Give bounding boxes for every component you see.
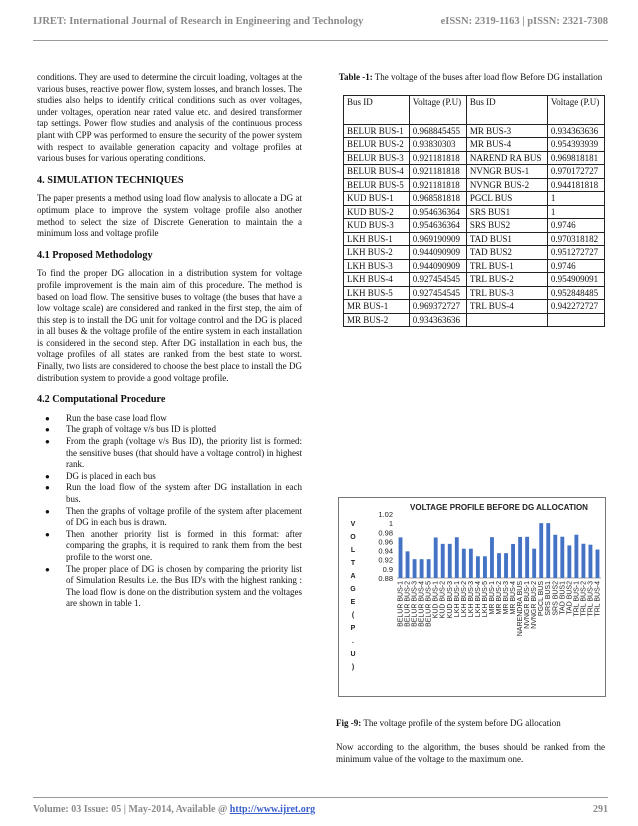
chart-bar <box>434 538 438 578</box>
table-cell: 0.970172727 <box>547 165 604 179</box>
table-cell: BELUR BUS-4 <box>344 165 410 179</box>
table-cell: 0.921181818 <box>409 165 466 179</box>
y-axis-label-letter: O <box>350 534 356 541</box>
list-item-text: The graph of voltage v/s bus ID is plotted <box>66 424 216 435</box>
header-divider <box>33 40 608 41</box>
table-cell: 0.927454545 <box>409 273 466 287</box>
list-item <box>37 424 302 436</box>
section-4-paragraph: The paper presents a method using load flow analysis to allocate a DG at optimum place to improve the system voltage profile also another method to select the size of Discrete Generation to maintain the a minimum loss and voltage profile <box>37 193 302 239</box>
table-cell: 0.952848485 <box>547 286 604 300</box>
footer-volume: Volume: 03 Issue: 05 | May-2014, Available @ <box>33 804 230 815</box>
table-cell: NAREND RA BUS <box>466 151 547 165</box>
list-item-text: Run the base case load flow <box>66 412 167 423</box>
bullet-icon: ● <box>45 564 50 574</box>
section-4-2-title: 4.2 Computational Procedure <box>37 394 166 406</box>
table-caption-text: The voltage of the buses after load flow Before DG installation <box>372 72 603 82</box>
figure-caption-label: Fig -9: <box>336 718 362 728</box>
right-column <box>336 72 605 327</box>
table-row <box>344 286 605 300</box>
section-4-title: 4. SIMULATION TECHNIQUES <box>37 174 184 186</box>
x-tick-label: TAD BUS1 <box>559 581 567 615</box>
table-cell: TAD BUS1 <box>466 232 547 246</box>
list-item-text: Then the graphs of voltage profile of the system after placement of DG in each bus is drawn. <box>66 505 302 528</box>
x-tick-label: LKH BUS-1 <box>453 581 461 618</box>
table-cell: 0.944090909 <box>409 246 466 260</box>
table-cell: PGCL BUS <box>466 192 547 206</box>
chart-bar <box>532 549 536 578</box>
y-tick-label: 1 <box>388 519 393 529</box>
chart-bar <box>483 556 487 578</box>
table-cell: 0.954636364 <box>409 219 466 233</box>
x-tick-label: BELUR BUS-3 <box>411 581 419 627</box>
chart-bar <box>581 544 585 578</box>
table-caption-label: Table -1: <box>338 72 373 82</box>
ranking-paragraph: Now according to the algorithm, the buses should be ranked from the minimum value of the voltage to the maximum one. <box>336 742 605 764</box>
x-tick-label: MR BUS-1 <box>488 581 496 615</box>
table-cell: SRS BUS1 <box>466 205 547 219</box>
list-item <box>37 564 302 610</box>
table-row <box>344 313 605 327</box>
header-bus-id-1: Bus ID <box>344 95 410 124</box>
list-item <box>37 529 302 564</box>
bullet-icon: ● <box>45 413 50 423</box>
voltage-profile-chart <box>338 497 606 697</box>
header-voltage-1: Voltage (P.U) <box>409 95 466 124</box>
x-tick-label: BELUR BUS-4 <box>418 581 426 627</box>
x-tick-label: TRL BUS-4 <box>594 581 602 617</box>
table-cell: 0.944090909 <box>409 259 466 273</box>
table-cell: 0.93830303 <box>409 138 466 152</box>
x-tick-label: KUD BUS-2 <box>439 581 447 619</box>
y-tick-label: 0.96 <box>378 537 393 547</box>
table-cell: 0.942272727 <box>547 300 604 314</box>
chart-bar <box>399 537 403 578</box>
chart-title: VOLTAGE PROFILE BEFORE DG ALLOCATION <box>410 503 588 512</box>
bus-voltage-table <box>343 95 605 328</box>
table-cell: NVNGR BUS-2 <box>466 178 547 192</box>
chart-bar <box>589 545 593 578</box>
y-axis-label-letter: ( <box>351 612 355 619</box>
journal-link[interactable]: http://www.ijret.org <box>229 804 316 815</box>
bullet-icon: ● <box>45 471 50 481</box>
y-tick-label: 0.98 <box>378 528 393 538</box>
table-cell: 0.969372727 <box>409 300 466 314</box>
table-row <box>344 273 605 287</box>
header-bus-id-2: Bus ID <box>466 95 547 124</box>
section-4-1-paragraph: To find the proper DG allocation in a distribution system for voltage profile improvement is the main aim of this procedure. The method is based on load flow. The sensitive buses to voltage (the buses that have a low voltage scale) are considered and ranked in the first step, the aim of this step is to install the DG unit for voltage control and the DG is placed in all buses & the voltage profile of the entire system in each installation is considered in the second step. After DG installation in each bus, the voltage profiles of all states are ranked from the best state to worst. Finally, two lists are considered to choose the best place to install the DG distribution system to provide a good voltage profile. <box>37 268 302 383</box>
chart-bar <box>462 549 466 578</box>
x-tick-label: LKH BUS-5 <box>481 581 489 618</box>
table-caption <box>336 72 605 84</box>
chart-bar <box>539 523 543 578</box>
table-cell: 1 <box>547 205 604 219</box>
table-cell: SRS BUS2 <box>466 219 547 233</box>
table-row <box>344 300 605 314</box>
table-cell: MR BUS-2 <box>344 313 410 327</box>
table-cell: KUD BUS-3 <box>344 219 410 233</box>
chart-bar <box>441 544 445 578</box>
x-tick-label: BELUR BUS-2 <box>404 581 412 627</box>
y-axis-label-letter: E <box>350 599 356 606</box>
chart-bar <box>518 537 522 578</box>
table-row <box>344 151 605 165</box>
bullet-icon: ● <box>45 506 50 516</box>
table-cell: MR BUS-3 <box>466 124 547 138</box>
table-cell: 0.934363636 <box>547 124 604 138</box>
y-axis-label-letter: V <box>350 521 356 528</box>
x-tick-label: MR BUS-2 <box>496 581 503 615</box>
table-cell: 0.921181818 <box>409 151 466 165</box>
x-tick-label: KUD BUS-1 <box>432 581 440 619</box>
x-tick-label: LKH BUS-4 <box>474 581 482 618</box>
table-cell: 1 <box>547 192 604 206</box>
x-tick-label: PGCL BUS <box>538 581 546 617</box>
chart-bar <box>511 544 515 578</box>
x-tick-label: NARENDRA BUS <box>517 581 525 637</box>
running-header <box>33 16 608 30</box>
table-cell: LKH BUS-2 <box>344 246 410 260</box>
chart-bar <box>497 553 501 578</box>
x-tick-label: SRS BUS1 <box>545 581 553 616</box>
x-tick-label: NVNGR BUS-1 <box>524 581 532 629</box>
x-tick-label: LKH BUS-2 <box>460 581 468 618</box>
table-cell: BELUR BUS-3 <box>344 151 410 165</box>
x-tick-label: TRL BUS-1 <box>573 581 581 617</box>
x-tick-label: TAD BUS2 <box>566 581 574 615</box>
x-tick-label: BELUR BUS-5 <box>425 581 433 627</box>
y-axis-label-letter: G <box>350 586 356 593</box>
table-cell: KUD BUS-2 <box>344 205 410 219</box>
chart-bar <box>406 551 410 578</box>
table-row <box>344 259 605 273</box>
table-row <box>344 232 605 246</box>
table-cell: BELUR BUS-1 <box>344 124 410 138</box>
x-tick-label: LKH BUS-3 <box>467 581 475 618</box>
bullet-icon: ● <box>45 425 50 435</box>
table-body <box>344 124 605 327</box>
chart-bar <box>490 537 494 578</box>
list-item <box>37 506 302 529</box>
y-axis-label-letter: U <box>350 651 356 658</box>
table-cell: LKH BUS-3 <box>344 259 410 273</box>
table-row <box>344 246 605 260</box>
table-cell: 0.969190909 <box>409 232 466 246</box>
list-item-text: From the graph (voltage v/s Bus ID), the priority list is formed: the sensitive buses (that should have a voltage control) in highest rank. <box>66 436 302 470</box>
table-cell: 0.970318182 <box>547 232 604 246</box>
table-cell: TRL BUS-3 <box>466 286 547 300</box>
list-item <box>37 471 302 483</box>
chart-bar <box>560 537 564 578</box>
table-cell: TRL BUS-4 <box>466 300 547 314</box>
bullet-icon: ● <box>45 437 50 447</box>
y-axis-label-letter: A <box>350 573 356 580</box>
page-number: 291 <box>593 804 608 815</box>
x-tick-label: SRS BUS2 <box>552 581 560 616</box>
list-item-text: Run the load flow of the system after DG installation in each bus. <box>66 482 302 504</box>
table-cell: LKH BUS-4 <box>344 273 410 287</box>
list-item <box>37 482 302 505</box>
table-cell: 0.969818181 <box>547 151 604 165</box>
procedure-list <box>37 413 302 610</box>
table-cell: 0.951272727 <box>547 246 604 260</box>
table-cell: MR BUS-1 <box>344 300 410 314</box>
y-tick-label: 0.92 <box>378 555 393 565</box>
chart-bar <box>553 535 557 578</box>
issn: eISSN: 2319-1163 | pISSN: 2321-7308 <box>440 16 608 27</box>
chart-svg <box>339 498 605 696</box>
footer-divider <box>33 797 608 798</box>
table-cell: LKH BUS-5 <box>344 286 410 300</box>
chart-bar <box>504 553 508 578</box>
table-cell: LKH BUS-1 <box>344 232 410 246</box>
table-row <box>344 165 605 179</box>
table-cell: 0.954909091 <box>547 273 604 287</box>
table-cell: TRL BUS-1 <box>466 259 547 273</box>
running-footer <box>33 804 608 815</box>
y-tick-label: 1.02 <box>378 510 393 519</box>
table-row <box>344 178 605 192</box>
x-tick-label: MR BUS-3 <box>503 581 511 615</box>
table-cell: 0.9746 <box>547 219 604 233</box>
y-tick-label: 0.9 <box>382 564 393 574</box>
list-item-text: DG is placed in each bus <box>66 470 156 481</box>
chart-bar <box>546 523 550 578</box>
chart-bar <box>455 537 459 578</box>
figure-caption <box>336 718 605 728</box>
list-item <box>37 413 302 425</box>
table-cell: 0.927454545 <box>409 286 466 300</box>
table-cell: 0.954636364 <box>409 205 466 219</box>
table-cell: 0.968845455 <box>409 124 466 138</box>
chart-bar <box>469 549 473 578</box>
x-tick-label: KUD BUS-3 <box>446 581 454 619</box>
table-cell: BELUR BUS-5 <box>344 178 410 192</box>
table-cell: MR BUS-4 <box>466 138 547 152</box>
list-item-text: The proper place of DG is chosen by comparing the priority list of Simulation Results i.e. the Bus ID's with the highest ranking : The load flow is done on the distribution system and the voltages are shown in table 1. <box>66 563 302 609</box>
chart-bar <box>596 550 600 578</box>
table-cell <box>466 313 547 327</box>
y-axis-label-letter: . <box>352 638 354 645</box>
table-cell: 0.968581818 <box>409 192 466 206</box>
table-row <box>344 138 605 152</box>
table-cell: 0.944181818 <box>547 178 604 192</box>
x-tick-label: TRL BUS-2 <box>580 581 588 617</box>
x-tick-label: BELUR BUS-1 <box>397 581 405 627</box>
table-cell: TRL BUS-2 <box>466 273 547 287</box>
table-cell: KUD BUS-1 <box>344 192 410 206</box>
table-header-row <box>344 95 605 124</box>
y-tick-label: 0.88 <box>378 574 393 583</box>
table-cell: NVNGR BUS-1 <box>466 165 547 179</box>
table-cell: 0.954393939 <box>547 138 604 152</box>
header-voltage-2: Voltage (P.U) <box>547 95 604 124</box>
table-cell: 0.934363636 <box>409 313 466 327</box>
left-column <box>37 72 302 610</box>
figure-caption-text: The voltage profile of the system before DG allocation <box>361 718 561 728</box>
chart-bar <box>420 559 424 578</box>
table-cell: 0.921181818 <box>409 178 466 192</box>
y-tick-label: 0.94 <box>378 546 393 556</box>
table-row <box>344 124 605 138</box>
table-cell: 0.9746 <box>547 259 604 273</box>
x-tick-label: TRL BUS-3 <box>587 581 595 617</box>
table-row <box>344 205 605 219</box>
x-tick-label: NVNGR BUS-2 <box>531 581 539 629</box>
chart-bar <box>448 544 452 578</box>
list-item-text: Then another priority list is formed in this format: after comparing the graphs, it is required to rank them from the best profile to the worst one. <box>66 528 302 562</box>
chart-bar <box>574 535 578 578</box>
table-cell: BELUR BUS-2 <box>344 138 410 152</box>
chart-bar <box>525 537 529 578</box>
section-4-1-title: 4.1 Proposed Methodology <box>37 249 153 261</box>
y-axis-label-letter: ) <box>351 664 355 671</box>
list-item <box>37 436 302 471</box>
y-axis-label-letter: L <box>350 547 356 554</box>
table-cell: TAD BUS2 <box>466 246 547 260</box>
table-row <box>344 219 605 233</box>
table-row <box>344 192 605 206</box>
table-cell <box>547 313 604 327</box>
intro-paragraph: conditions. They are used to determine the circuit loading, voltages at the various buses, reactive power flow, system losses, and branch losses. The studies also helps to identify critical conditions such as over voltages, under voltages, operation near rated value etc. and desired transformer tap settings. Power flow studies and analysis of the continuous process plant with CPP was performed to ensure the security of the power system with respect to available generation capacity and voltage profiles at various buses for various operating conditions. <box>37 72 302 164</box>
chart-bar <box>567 545 571 578</box>
x-tick-label: MR BUS-4 <box>510 581 518 615</box>
journal-name: IJRET: International Journal of Research in Engineering and Technology <box>33 16 364 27</box>
y-axis-label-letter: P <box>350 625 356 632</box>
chart-bar <box>413 559 417 578</box>
chart-bar <box>476 556 480 578</box>
y-axis-label-letter: T <box>350 560 356 567</box>
chart-bar <box>427 559 431 578</box>
bullet-icon: ● <box>45 483 50 493</box>
bullet-icon: ● <box>45 529 50 539</box>
